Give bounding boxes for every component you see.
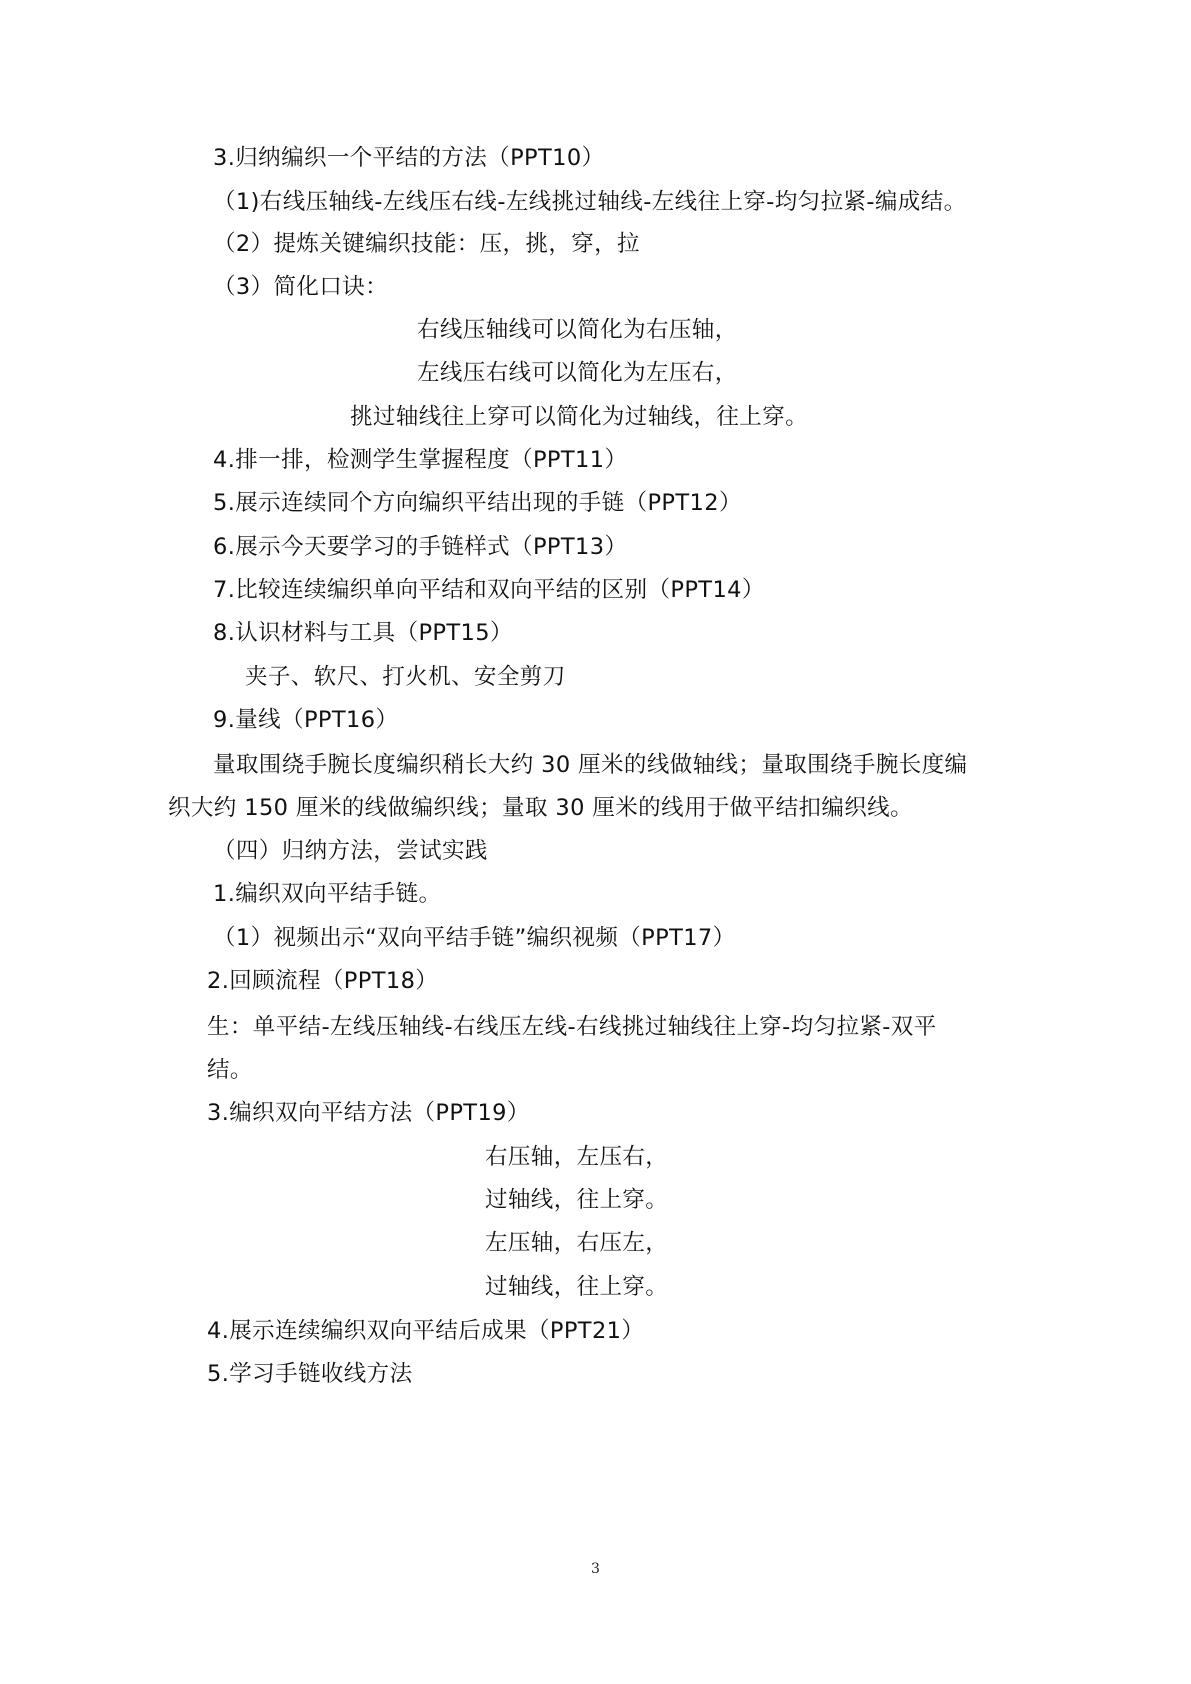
text-line: （四）归纳方法，尝试实践 xyxy=(213,838,488,864)
text-line: 夹子、软尺、打火机、安全剪刀 xyxy=(245,664,566,690)
text-line: 2.回顾流程（PPT18） xyxy=(207,968,439,994)
text-line: 生：单平结-左线压轴线-右线压左线-右线挑过轴线往上穿-均匀拉紧-双平 xyxy=(207,1014,937,1040)
text-line: 1.编织双向平结手链。 xyxy=(213,881,442,907)
text-line: 量取围绕手腕长度编织稍长大约 30 厘米的线做轴线；量取围绕手腕长度编 xyxy=(213,752,968,778)
text-line: 右线压轴线可以简化为右压轴， xyxy=(417,317,738,343)
text-line: （2）提炼关键编织技能：压，挑，穿，拉 xyxy=(213,231,640,257)
text-line: （3）简化口诀： xyxy=(213,274,389,300)
text-line: （1）视频出示“双向平结手链”编织视频（PPT17） xyxy=(213,925,736,951)
text-line: 织大约 150 厘米的线做编织线；量取 30 厘米的线用于做平结扣编织线。 xyxy=(168,795,913,821)
text-line: 挑过轴线往上穿可以简化为过轴线，往上穿。 xyxy=(350,404,809,430)
text-line: 5.展示连续同个方向编织平结出现的手链（PPT12） xyxy=(213,490,742,516)
text-line: 左压轴，右压左， xyxy=(485,1230,669,1256)
text-line: 4.展示连续编织双向平结后成果（PPT21） xyxy=(207,1318,645,1344)
text-line: 3.编织双向平结方法（PPT19） xyxy=(207,1100,530,1126)
text-line: 3.归纳编织一个平结的方法（PPT10） xyxy=(213,145,605,171)
text-line: 5.学习手链收线方法 xyxy=(207,1361,413,1387)
page-number: 3 xyxy=(591,1561,600,1577)
text-line: 4.排一排，检测学生掌握程度（PPT11） xyxy=(213,447,628,473)
text-line: 8.认识材料与工具（PPT15） xyxy=(213,620,513,646)
text-line: 结。 xyxy=(207,1057,253,1083)
text-line: 6.展示今天要学习的手链样式（PPT13） xyxy=(213,534,628,560)
text-line: 左线压右线可以简化为左压右， xyxy=(417,360,738,386)
text-line: 过轴线，往上穿。 xyxy=(485,1187,669,1213)
text-line: （1)右线压轴线-左线压右线-左线挑过轴线-左线往上穿-均匀拉紧-编成结。 xyxy=(213,189,967,215)
text-line: 过轴线，往上穿。 xyxy=(485,1274,669,1300)
text-line: 右压轴，左压右， xyxy=(485,1144,669,1170)
text-line: 9.量线（PPT16） xyxy=(213,707,399,733)
text-line: 7.比较连续编织单向平结和双向平结的区别（PPT14） xyxy=(213,577,765,603)
